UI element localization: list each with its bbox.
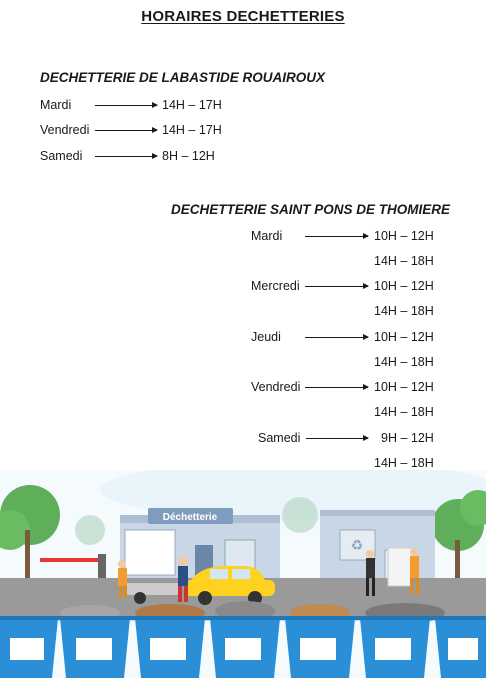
labastide-title: DECHETTERIE DE LABASTIDE ROUAIROUX [40, 70, 326, 85]
saint-pons-afternoon-samedi: 14H – 18H [374, 456, 434, 470]
saint-pons-day-vendredi: Vendredi [251, 380, 301, 394]
labastide-hours-vendredi: 14H – 17H [162, 123, 222, 137]
worker-icon [118, 568, 127, 586]
saint-pons-day-jeudi: Jeudi [251, 330, 281, 344]
saint-pons-afternoon-vendredi: 14H – 18H [374, 405, 434, 419]
saint-pons-morning-jeudi: 10H – 12H [374, 330, 434, 344]
recycling-center-illustration [0, 470, 486, 678]
labastide-hours-mardi: 14H – 17H [162, 98, 222, 112]
arrow-icon [95, 130, 157, 131]
arrow-icon [305, 286, 368, 287]
person-icon [178, 566, 188, 586]
saint-pons-day-mercredi: Mercredi [251, 279, 300, 293]
page-title: HORAIRES DECHETTERIES [141, 8, 345, 25]
saint-pons-title: DECHETTERIE SAINT PONS DE THOMIERE [171, 202, 451, 217]
saint-pons-morning-mercredi: 10H – 12H [374, 279, 434, 293]
arrow-icon [305, 236, 368, 237]
waste-bins [0, 616, 486, 678]
saint-pons-morning-mardi: 10H – 12H [374, 229, 434, 243]
svg-text:Déchetterie: Déchetterie [162, 512, 218, 523]
person-icon [366, 558, 375, 578]
arrow-icon [95, 105, 157, 106]
arrow-icon [305, 387, 368, 388]
arrow-icon [305, 337, 368, 338]
arrow-icon [306, 438, 368, 439]
saint-pons-afternoon-mardi: 14H – 18H [374, 254, 434, 268]
worker-icon [410, 556, 419, 578]
saint-pons-day-mardi: Mardi [251, 229, 283, 243]
saint-pons-afternoon-jeudi: 14H – 18H [374, 355, 434, 369]
saint-pons-morning-samedi: 9H – 12H [381, 431, 434, 445]
labastide-day-vendredi: Vendredi [40, 123, 90, 137]
saint-pons-morning-vendredi: 10H – 12H [374, 380, 434, 394]
appliance-icon [388, 548, 412, 586]
saint-pons-afternoon-mercredi: 14H – 18H [374, 304, 434, 318]
labastide-day-samedi: Samedi [40, 149, 83, 163]
svg-text:♻: ♻ [350, 537, 364, 553]
saint-pons-day-samedi: Samedi [258, 431, 301, 445]
arrow-icon [95, 156, 157, 157]
labastide-hours-samedi: 8H – 12H [162, 149, 215, 163]
labastide-day-mardi: Mardi [40, 98, 72, 112]
